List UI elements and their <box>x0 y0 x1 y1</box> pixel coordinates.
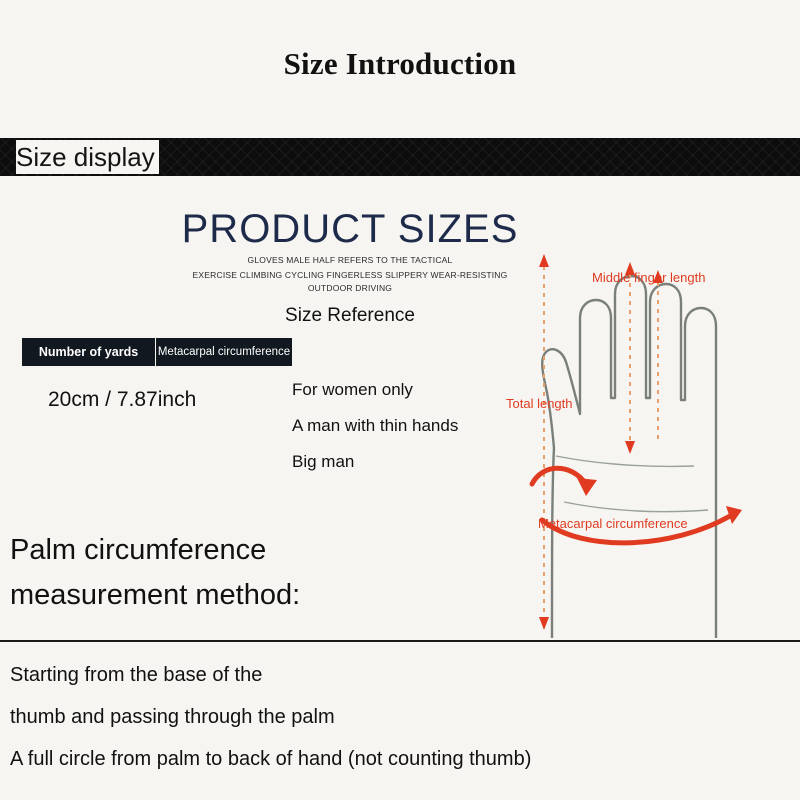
middle-finger-measure-secondary <box>653 270 663 444</box>
fit-notes-list <box>292 372 458 480</box>
column-header-number-of-yards: Number of yards <box>38 345 139 359</box>
size-table-header <box>22 338 292 366</box>
fit-note-item: A man with thin hands <box>292 416 459 435</box>
measurement-steps <box>10 654 796 780</box>
metacarpal-arrowhead-upper <box>577 478 597 496</box>
hand-measurement-diagram <box>494 248 784 638</box>
total-length-measure <box>539 254 549 630</box>
hand-diagram-svg <box>494 248 784 638</box>
size-reference-label: Size Reference <box>285 305 415 326</box>
product-sizes-subtitle-2: EXERCISE CLIMBING CYCLING FINGERLESS SLIPPERY WEAR-RESISTING OUTDOOR DRIVING <box>192 270 508 293</box>
product-sizes-subtitle: GLOVES MALE HALF REFERS TO THE TACTICAL <box>247 255 453 265</box>
page-title: Size Introduction <box>283 46 517 81</box>
palm-crease-lines <box>556 456 708 512</box>
palm-heading-line-1: Palm circumference <box>10 534 267 566</box>
fit-note-item: For women only <box>292 380 413 399</box>
label-total-length: Total length <box>506 396 573 411</box>
label-middle-finger-length: Middle finger length <box>592 270 706 285</box>
measurement-step: thumb and passing through the palm <box>10 706 335 728</box>
section-divider <box>0 640 800 642</box>
palm-heading-line-2: measurement method: <box>10 579 301 611</box>
size-value-cell: 20cm / 7.87inch <box>48 388 197 411</box>
palm-section-heading <box>10 528 300 618</box>
column-header-metacarpal-circumference: Metacarpal circumference <box>157 346 291 358</box>
fit-note-item: Big man <box>292 452 355 471</box>
product-sizes-title: PRODUCT SIZES <box>181 207 519 251</box>
product-sizes-block <box>180 206 520 328</box>
size-display-label: Size display <box>16 140 159 174</box>
middle-finger-measure <box>625 262 635 454</box>
metacarpal-arrow-upper <box>532 468 586 484</box>
measurement-step: A full circle from palm to back of hand (not counting thumb) <box>10 748 532 770</box>
label-metacarpal-circumference: Metacarpal circumference <box>538 516 688 531</box>
measurement-step: Starting from the base of the <box>10 664 263 686</box>
